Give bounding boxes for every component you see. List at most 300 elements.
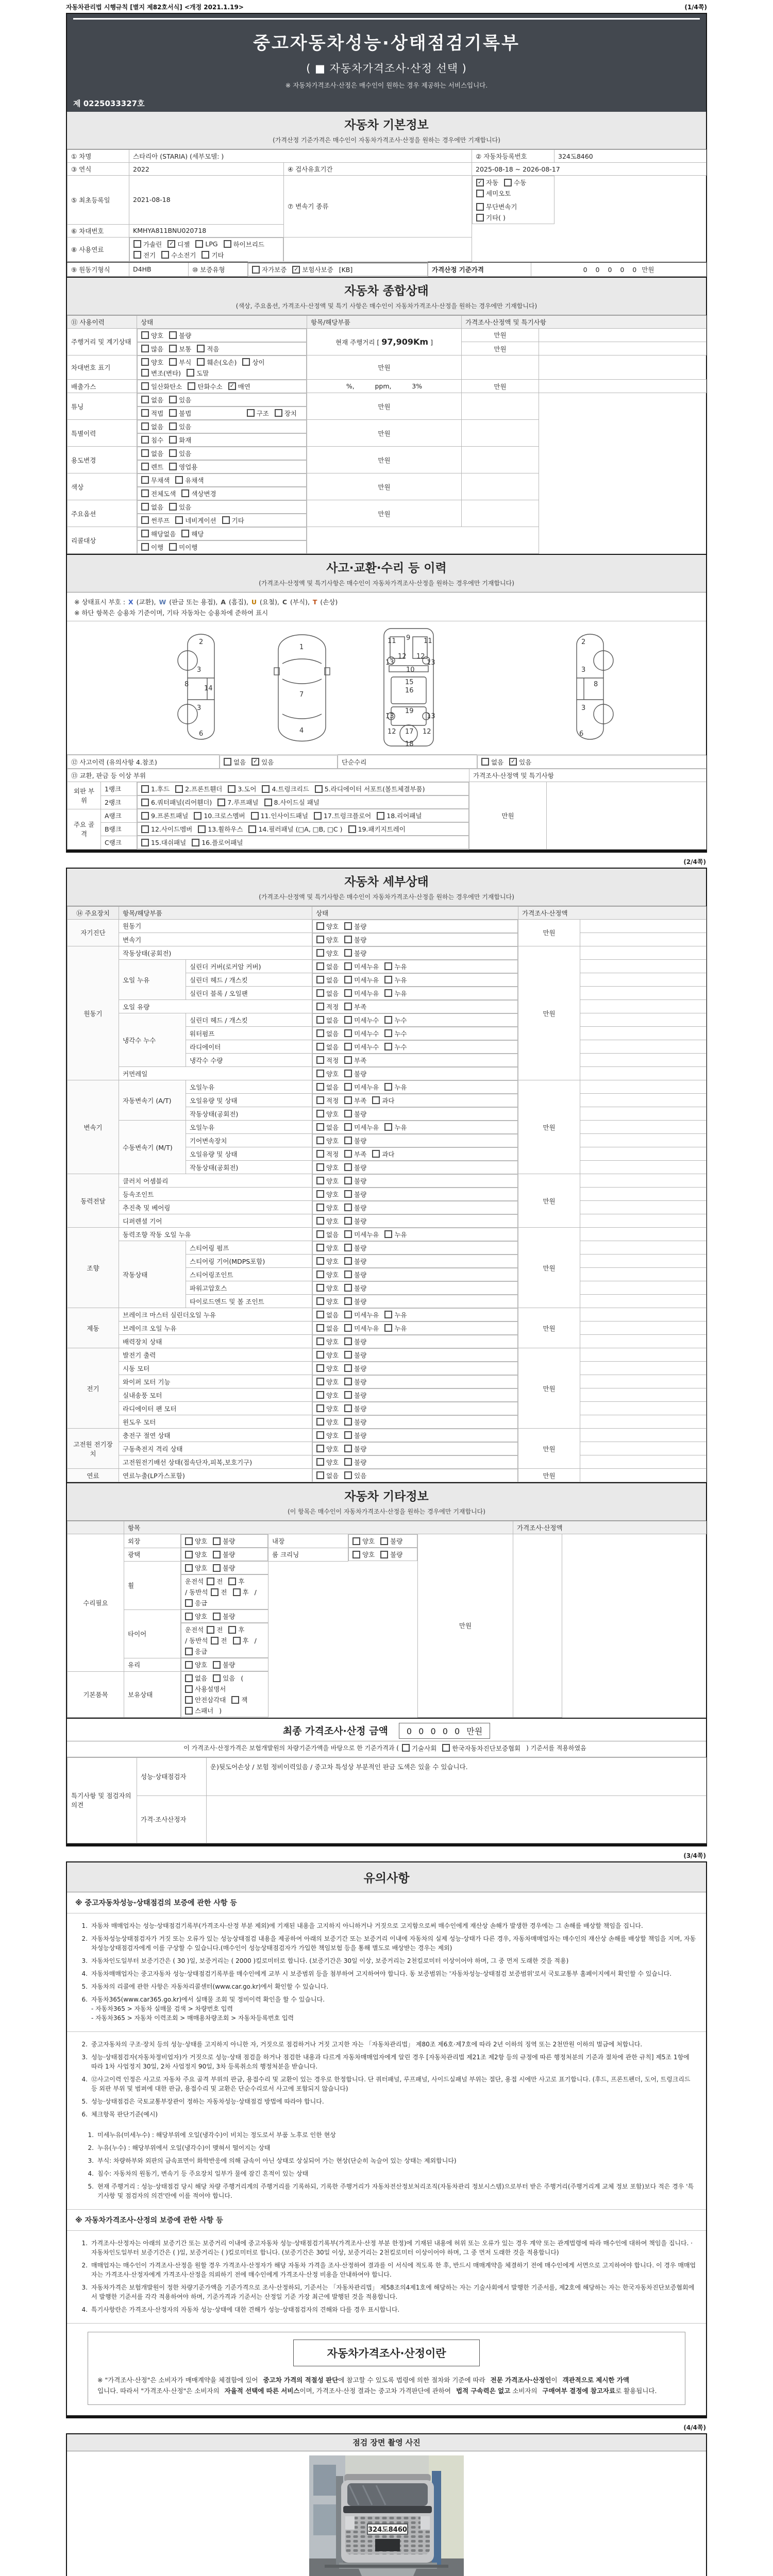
checkbox-option[interactable] [316, 1163, 339, 1172]
checkbox[interactable] [344, 1096, 352, 1104]
checkbox[interactable] [316, 936, 324, 943]
checkbox-option[interactable] [380, 1550, 402, 1559]
checkbox[interactable] [316, 1270, 324, 1278]
checkbox[interactable] [316, 1378, 324, 1385]
checkbox[interactable] [185, 1613, 193, 1620]
checkbox-checked[interactable]: ✓ [292, 266, 300, 274]
checkbox[interactable] [275, 409, 282, 417]
checkbox[interactable] [169, 396, 177, 403]
checkbox-option[interactable] [476, 178, 498, 187]
checkbox-option[interactable] [141, 382, 182, 391]
checkbox[interactable] [141, 331, 149, 339]
detail-remark-cell[interactable] [580, 933, 707, 946]
checkbox[interactable] [262, 785, 270, 793]
checkbox[interactable] [380, 1551, 388, 1558]
checkbox-option[interactable] [188, 382, 222, 391]
detail-remark-cell[interactable] [580, 1415, 707, 1429]
checkbox-option[interactable] [316, 1082, 339, 1092]
detail-remark-cell[interactable] [580, 1188, 707, 1201]
checkbox[interactable] [344, 1043, 352, 1050]
checkbox-option[interactable] [316, 948, 339, 958]
checkbox-option[interactable] [185, 1563, 207, 1572]
checkbox-option[interactable] [275, 409, 297, 418]
checkbox-option[interactable] [175, 516, 216, 525]
checkbox[interactable] [316, 962, 324, 970]
checkbox-option[interactable] [344, 1270, 366, 1279]
checkbox-option[interactable] [344, 1417, 366, 1427]
checkbox-option[interactable] [211, 1587, 227, 1597]
checkbox-option[interactable] [185, 1695, 226, 1704]
checkbox[interactable] [316, 1230, 324, 1238]
checkbox-option[interactable] [344, 1176, 366, 1185]
checkbox[interactable] [207, 1578, 214, 1585]
checkbox[interactable] [344, 1284, 352, 1292]
checkbox[interactable] [372, 1096, 380, 1104]
checkbox[interactable] [315, 785, 323, 793]
rank-remark-cell[interactable] [547, 782, 707, 850]
checkbox-option[interactable] [344, 1444, 366, 1453]
checkbox-option[interactable] [316, 1136, 339, 1145]
detail-remark-cell[interactable] [580, 1107, 707, 1121]
checkbox[interactable] [344, 1324, 352, 1332]
checkbox[interactable] [175, 785, 183, 793]
checkbox[interactable] [316, 1404, 324, 1412]
detail-remark-cell[interactable] [580, 1134, 707, 1147]
checkbox[interactable] [316, 1029, 324, 1037]
checkbox[interactable] [344, 1378, 352, 1385]
detail-remark-cell[interactable] [580, 1000, 707, 1013]
checkbox[interactable] [141, 543, 149, 551]
checkbox[interactable] [344, 1217, 352, 1225]
checkbox-option[interactable] [181, 489, 216, 498]
checkbox[interactable] [169, 345, 177, 352]
checkbox[interactable] [316, 1217, 324, 1225]
checkbox[interactable] [344, 1177, 352, 1184]
checkbox[interactable] [316, 1445, 324, 1452]
checkbox[interactable] [344, 949, 352, 957]
checkbox[interactable] [316, 1070, 324, 1077]
checkbox-option[interactable] [344, 1310, 379, 1319]
checkbox-option[interactable] [344, 962, 379, 971]
checkbox-option[interactable] [141, 462, 163, 471]
checkbox[interactable] [185, 1696, 193, 1704]
checkbox[interactable] [141, 812, 149, 820]
checkbox-option[interactable] [316, 1015, 339, 1025]
checkbox-option[interactable] [169, 543, 197, 552]
checkbox-option[interactable] [344, 1082, 379, 1092]
detail-remark-cell[interactable] [580, 960, 707, 973]
detail-remark-cell[interactable] [580, 1094, 707, 1107]
checkbox[interactable] [141, 396, 149, 403]
checkbox-option[interactable] [344, 1109, 366, 1118]
checkbox[interactable] [344, 1257, 352, 1265]
checkbox-option[interactable] [224, 757, 246, 767]
checkbox[interactable] [316, 1204, 324, 1211]
checkbox[interactable] [197, 358, 205, 366]
checkbox-option[interactable] [316, 1230, 339, 1239]
checkbox[interactable] [344, 1418, 352, 1426]
checkbox[interactable] [141, 409, 149, 417]
checkbox-option[interactable] [185, 1550, 207, 1559]
checkbox[interactable] [316, 1096, 324, 1104]
checkbox-option[interactable] [213, 1550, 235, 1559]
checkbox-option[interactable] [207, 1625, 223, 1634]
detail-remark-cell[interactable] [580, 1147, 707, 1161]
checkbox-option[interactable] [185, 1598, 207, 1607]
checkbox[interactable] [141, 489, 149, 497]
checkbox-option[interactable] [344, 1149, 366, 1159]
detail-remark-cell[interactable] [580, 1335, 707, 1348]
checkbox[interactable] [316, 1351, 324, 1359]
checkbox[interactable] [316, 1163, 324, 1171]
checkbox[interactable] [316, 1311, 324, 1318]
checkbox[interactable] [344, 962, 352, 970]
checkbox[interactable] [217, 799, 225, 806]
checkbox-option[interactable] [197, 344, 219, 353]
checkbox[interactable] [384, 1123, 392, 1131]
checkbox-option[interactable] [224, 240, 264, 249]
checkbox[interactable] [181, 489, 189, 497]
checkbox-option[interactable] [228, 382, 250, 391]
checkbox-option[interactable] [169, 344, 191, 353]
checkbox-option[interactable] [315, 784, 425, 793]
checkbox[interactable] [344, 1016, 352, 1024]
checkbox[interactable] [344, 1311, 352, 1318]
detail-remark-cell[interactable] [580, 1255, 707, 1268]
checkbox-option[interactable] [344, 1391, 366, 1400]
checkbox[interactable] [344, 1244, 352, 1251]
checkbox[interactable] [344, 1123, 352, 1131]
checkbox[interactable] [141, 530, 149, 537]
checkbox[interactable] [344, 1431, 352, 1439]
checkbox-option[interactable] [141, 449, 163, 458]
checkbox[interactable] [402, 1744, 410, 1752]
checkbox[interactable] [161, 251, 169, 259]
detail-remark-cell[interactable] [580, 1402, 707, 1415]
checkbox-option[interactable] [201, 250, 224, 260]
checkbox[interactable] [211, 1588, 219, 1596]
checkbox[interactable] [316, 949, 324, 957]
checkbox-option[interactable] [217, 798, 258, 807]
checkbox-option[interactable] [141, 838, 186, 847]
checkbox[interactable] [316, 1458, 324, 1466]
remark-cell[interactable] [539, 328, 707, 342]
checkbox[interactable] [316, 1137, 324, 1144]
checkbox-option[interactable] [292, 265, 333, 274]
checkbox[interactable] [380, 1537, 388, 1545]
detail-remark-cell[interactable] [580, 1174, 707, 1188]
checkbox-option[interactable] [316, 1297, 339, 1306]
checkbox-option[interactable] [316, 1002, 339, 1011]
checkbox-option[interactable] [169, 395, 191, 404]
checkbox-option[interactable] [316, 1042, 339, 1052]
checkbox[interactable] [187, 369, 194, 377]
checkbox[interactable] [194, 812, 201, 820]
checkbox-option[interactable] [384, 1230, 407, 1239]
checkbox-option[interactable] [175, 784, 222, 793]
checkbox-option[interactable] [251, 811, 308, 820]
remark-cell[interactable] [462, 393, 539, 420]
checkbox-option[interactable] [141, 824, 192, 834]
checkbox[interactable] [316, 1431, 324, 1439]
checkbox-option[interactable] [372, 1096, 394, 1105]
detail-remark-cell[interactable] [580, 1268, 707, 1281]
checkbox[interactable] [316, 1056, 324, 1064]
checkbox[interactable] [384, 989, 392, 997]
checkbox-option[interactable] [344, 1056, 366, 1065]
checkbox-option[interactable] [316, 1364, 339, 1373]
checkbox-option[interactable] [316, 1109, 339, 1118]
checkbox[interactable] [248, 825, 256, 833]
checkbox-option[interactable] [344, 1283, 366, 1293]
checkbox[interactable] [316, 1177, 324, 1184]
checkbox[interactable] [264, 799, 272, 806]
checkbox-option[interactable] [185, 1647, 207, 1656]
checkbox-option[interactable] [344, 1364, 366, 1373]
checkbox-option[interactable] [185, 1536, 207, 1546]
checkbox[interactable] [251, 812, 259, 820]
checkbox-option[interactable] [476, 213, 506, 222]
checkbox-option[interactable] [384, 1324, 407, 1333]
checkbox-option[interactable] [207, 1577, 223, 1586]
checkbox[interactable] [316, 1150, 324, 1158]
checkbox[interactable] [344, 1270, 352, 1278]
checkbox-option[interactable] [194, 811, 245, 820]
checkbox-option[interactable] [169, 462, 197, 471]
checkbox-option[interactable] [344, 1431, 366, 1440]
checkbox-option[interactable] [476, 202, 517, 211]
checkbox[interactable] [185, 1707, 193, 1715]
checkbox[interactable] [141, 382, 149, 390]
checkbox-option[interactable] [181, 529, 204, 538]
checkbox-option[interactable] [316, 1391, 339, 1400]
detail-remark-cell[interactable] [580, 1375, 707, 1388]
checkbox[interactable] [344, 922, 352, 930]
checkbox[interactable] [344, 1029, 352, 1037]
checkbox[interactable] [344, 1351, 352, 1359]
checkbox[interactable] [344, 1204, 352, 1211]
checkbox-option[interactable] [251, 757, 274, 767]
checkbox-option[interactable] [264, 798, 320, 807]
checkbox-option[interactable] [344, 1042, 379, 1052]
checkbox[interactable] [141, 825, 149, 833]
checkbox-option[interactable] [141, 489, 176, 498]
checkbox[interactable] [344, 989, 352, 997]
detail-remark-cell[interactable] [580, 1214, 707, 1228]
checkbox-option[interactable] [316, 1029, 339, 1038]
checkbox[interactable] [213, 1674, 221, 1682]
checkbox-option[interactable] [316, 1404, 339, 1413]
detail-remark-cell[interactable] [580, 1321, 707, 1335]
checkbox-option[interactable] [316, 1216, 339, 1226]
checkbox[interactable] [213, 1537, 221, 1545]
checkbox-option[interactable] [344, 1471, 366, 1480]
detail-remark-cell[interactable] [580, 1362, 707, 1375]
checkbox-option[interactable] [314, 811, 371, 820]
checkbox-option[interactable] [141, 811, 188, 820]
checkbox-option[interactable] [344, 975, 379, 985]
checkbox[interactable] [141, 463, 149, 470]
checkbox-option[interactable] [344, 1230, 379, 1239]
checkbox-option[interactable] [384, 1029, 407, 1038]
checkbox[interactable] [188, 382, 195, 390]
detail-remark-cell[interactable] [580, 1295, 707, 1308]
checkbox[interactable] [133, 240, 141, 248]
detail-remark-cell[interactable] [580, 1067, 707, 1080]
checkbox[interactable] [228, 1578, 236, 1585]
detail-remark-cell[interactable] [580, 1429, 707, 1442]
checkbox[interactable] [344, 1337, 352, 1345]
checkbox-option[interactable] [185, 1673, 207, 1683]
checkbox-option[interactable] [344, 1243, 366, 1252]
checkbox-option[interactable] [169, 409, 191, 418]
checkbox[interactable] [316, 976, 324, 984]
checkbox-option[interactable] [185, 1684, 226, 1693]
checkbox-option[interactable] [316, 1270, 339, 1279]
checkbox[interactable] [344, 1163, 352, 1171]
checkbox[interactable] [185, 1564, 193, 1572]
checkbox-option[interactable] [185, 1612, 207, 1621]
checkbox[interactable] [316, 989, 324, 997]
checkbox[interactable] [185, 1685, 193, 1693]
checkbox-option[interactable] [384, 1042, 407, 1052]
checkbox[interactable] [316, 1418, 324, 1426]
checkbox[interactable] [141, 358, 149, 366]
checkbox[interactable] [169, 358, 177, 366]
checkbox-option[interactable] [344, 1069, 366, 1078]
checkbox[interactable] [228, 1626, 236, 1634]
checkbox-option[interactable] [344, 1163, 366, 1172]
detail-remark-cell[interactable] [580, 1027, 707, 1040]
checkbox[interactable] [213, 1613, 221, 1620]
checkbox[interactable] [384, 976, 392, 984]
checkbox[interactable] [316, 1324, 324, 1332]
checkbox[interactable] [344, 1471, 352, 1479]
checkbox-option[interactable] [316, 1069, 339, 1078]
checkbox-option[interactable] [213, 1612, 235, 1621]
checkbox-option[interactable] [222, 516, 244, 525]
checkbox[interactable] [201, 251, 209, 259]
checkbox-option[interactable] [141, 784, 170, 793]
checkbox[interactable] [384, 1043, 392, 1050]
checkbox[interactable] [316, 1471, 324, 1479]
checkbox-option[interactable] [213, 1563, 235, 1572]
checkbox-option[interactable] [316, 1283, 339, 1293]
checkbox-option[interactable] [384, 1310, 407, 1319]
detail-remark-cell[interactable] [580, 1040, 707, 1054]
detail-remark-cell[interactable] [580, 1348, 707, 1362]
checkbox[interactable] [344, 1404, 352, 1412]
checkbox-option[interactable] [316, 1056, 339, 1065]
checkbox[interactable] [316, 1337, 324, 1345]
checkbox-option[interactable] [141, 502, 163, 512]
detail-remark-cell[interactable] [580, 946, 707, 960]
checkbox-option[interactable] [228, 1577, 244, 1586]
checkbox-option[interactable] [316, 1458, 339, 1467]
checkbox[interactable] [344, 1110, 352, 1117]
checkbox-option[interactable] [133, 250, 156, 260]
checkbox-option[interactable] [352, 1536, 375, 1546]
detail-remark-cell[interactable] [580, 1455, 707, 1469]
checkbox-option[interactable] [316, 1350, 339, 1360]
checkbox[interactable] [141, 422, 149, 430]
checkbox[interactable] [344, 1003, 352, 1010]
checkbox[interactable] [185, 1661, 193, 1669]
checkbox[interactable] [141, 345, 149, 352]
checkbox-option[interactable] [316, 1149, 339, 1159]
checkbox-option[interactable] [141, 543, 163, 552]
remark-cell[interactable] [539, 380, 707, 393]
checkbox[interactable] [352, 1551, 360, 1558]
checkbox-option[interactable] [380, 1536, 402, 1546]
checkbox-option[interactable] [262, 784, 309, 793]
checkbox[interactable] [175, 476, 183, 484]
checkbox[interactable] [207, 1626, 214, 1634]
checkbox-checked[interactable]: ✓ [476, 179, 484, 187]
checkbox-option[interactable] [141, 529, 176, 538]
checkbox-option[interactable] [316, 962, 339, 971]
checkbox[interactable] [344, 1070, 352, 1077]
checkbox[interactable] [476, 214, 484, 222]
checkbox[interactable] [224, 240, 231, 248]
checkbox-option[interactable] [504, 178, 526, 187]
checkbox-option[interactable] [316, 1444, 339, 1453]
checkbox[interactable] [141, 369, 149, 377]
remark-cell[interactable] [462, 355, 539, 380]
checkbox[interactable] [133, 251, 141, 259]
checkbox[interactable] [384, 1230, 392, 1238]
checkbox[interactable] [169, 503, 177, 511]
checkbox-checked[interactable]: ✓ [251, 758, 259, 766]
checkbox[interactable] [344, 1297, 352, 1305]
checkbox[interactable] [228, 785, 236, 793]
checkbox[interactable] [504, 179, 512, 187]
checkbox-option[interactable] [316, 1377, 339, 1386]
checkbox[interactable] [233, 1637, 241, 1645]
checkbox[interactable] [384, 1029, 392, 1037]
checkbox-option[interactable] [169, 449, 191, 458]
checkbox-option[interactable] [344, 1123, 379, 1132]
remark-cell[interactable] [462, 473, 539, 500]
checkbox-option[interactable] [344, 1015, 379, 1025]
detail-remark-cell[interactable] [580, 1080, 707, 1094]
checkbox-option[interactable] [252, 265, 287, 274]
checkbox[interactable] [384, 1016, 392, 1024]
checkbox[interactable] [316, 1391, 324, 1399]
checkbox[interactable] [141, 799, 149, 806]
detail-remark-cell[interactable] [580, 1241, 707, 1255]
checkbox[interactable] [169, 422, 177, 430]
checkbox[interactable] [384, 962, 392, 970]
checkbox-option[interactable] [141, 395, 163, 404]
checkbox[interactable] [344, 1458, 352, 1466]
checkbox-option[interactable] [402, 1743, 436, 1753]
checkbox[interactable] [185, 1648, 193, 1655]
checkbox[interactable] [384, 1083, 392, 1091]
checkbox-option[interactable] [316, 922, 339, 931]
checkbox[interactable] [169, 331, 177, 339]
checkbox-option[interactable] [316, 1176, 339, 1185]
checkbox-option[interactable] [167, 240, 190, 249]
checkbox-checked[interactable]: ✓ [167, 240, 175, 248]
checkbox-option[interactable] [344, 1203, 366, 1212]
checkbox[interactable] [222, 516, 230, 524]
checkbox[interactable] [476, 190, 484, 197]
checkbox-option[interactable] [141, 331, 163, 340]
checkbox[interactable] [352, 1537, 360, 1545]
checkbox-option[interactable] [384, 1015, 407, 1025]
checkbox[interactable] [169, 449, 177, 457]
